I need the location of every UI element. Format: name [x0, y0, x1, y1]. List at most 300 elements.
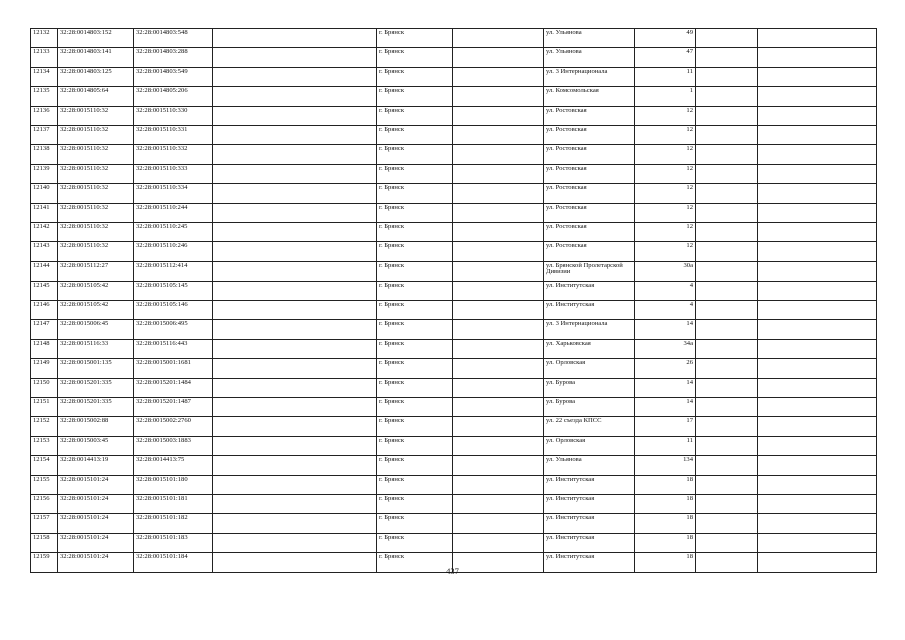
- city-cell: г. Брянск: [377, 29, 453, 48]
- parcel-number-cell: 32:28:0015003:45: [58, 436, 134, 455]
- parcel-number-cell: 32:28:0014803:152: [58, 29, 134, 48]
- record-number-cell: 12155: [31, 475, 58, 494]
- record-number-cell: 12143: [31, 242, 58, 261]
- city-cell: г. Брянск: [377, 359, 453, 378]
- house-number-cell: 1: [635, 87, 696, 106]
- table-row: [31, 203, 877, 222]
- empty-cell: [453, 301, 544, 320]
- empty-cell: [696, 494, 758, 513]
- empty-cell: [213, 514, 377, 533]
- house-number-cell: 18: [635, 475, 696, 494]
- empty-cell: [758, 125, 877, 144]
- record-number-cell: 12134: [31, 67, 58, 86]
- house-number-cell: 18: [635, 533, 696, 552]
- record-number-cell: 12158: [31, 533, 58, 552]
- empty-cell: [696, 125, 758, 144]
- record-number-cell: 12132: [31, 29, 58, 48]
- table-row: [31, 164, 877, 183]
- empty-cell: [453, 320, 544, 339]
- city-cell: г. Брянск: [377, 436, 453, 455]
- city-cell: г. Брянск: [377, 145, 453, 164]
- empty-cell: [758, 184, 877, 203]
- street-cell: ул. 22 съезда КПСС: [544, 417, 635, 436]
- record-number-cell: 12144: [31, 261, 58, 281]
- table-row: [31, 475, 877, 494]
- empty-cell: [758, 533, 877, 552]
- table-row: [31, 533, 877, 552]
- city-cell: г. Брянск: [377, 533, 453, 552]
- empty-cell: [453, 106, 544, 125]
- city-cell: г. Брянск: [377, 553, 453, 572]
- object-number-cell: 32:28:0015110:332: [134, 145, 213, 164]
- table-row: [31, 48, 877, 67]
- object-number-cell: 32:28:0015201:1487: [134, 398, 213, 417]
- empty-cell: [758, 242, 877, 261]
- street-cell: ул. Ростовская: [544, 222, 635, 241]
- record-number-cell: 12149: [31, 359, 58, 378]
- street-cell: ул. Институтская: [544, 281, 635, 300]
- record-number-cell: 12152: [31, 417, 58, 436]
- parcel-number-cell: 32:28:0015105:42: [58, 301, 134, 320]
- empty-cell: [696, 533, 758, 552]
- empty-cell: [696, 184, 758, 203]
- empty-cell: [213, 222, 377, 241]
- house-number-cell: 17: [635, 417, 696, 436]
- empty-cell: [213, 242, 377, 261]
- parcel-number-cell: 32:28:0015002:88: [58, 417, 134, 436]
- empty-cell: [696, 398, 758, 417]
- record-number-cell: 12154: [31, 456, 58, 475]
- object-number-cell: 32:28:0015105:145: [134, 281, 213, 300]
- street-cell: ул. Институтская: [544, 533, 635, 552]
- empty-cell: [696, 436, 758, 455]
- empty-cell: [696, 301, 758, 320]
- record-number-cell: 12136: [31, 106, 58, 125]
- parcel-number-cell: 32:28:0015110:32: [58, 145, 134, 164]
- object-number-cell: 32:28:0015002:2760: [134, 417, 213, 436]
- city-cell: г. Брянск: [377, 222, 453, 241]
- empty-cell: [213, 320, 377, 339]
- house-number-cell: 12: [635, 125, 696, 144]
- empty-cell: [696, 242, 758, 261]
- table-body: [31, 29, 877, 573]
- object-number-cell: 32:28:0015101:182: [134, 514, 213, 533]
- empty-cell: [453, 378, 544, 397]
- empty-cell: [758, 29, 877, 48]
- object-number-cell: 32:28:0015110:331: [134, 125, 213, 144]
- empty-cell: [213, 184, 377, 203]
- house-number-cell: 12: [635, 164, 696, 183]
- city-cell: г. Брянск: [377, 261, 453, 281]
- city-cell: г. Брянск: [377, 67, 453, 86]
- empty-cell: [453, 184, 544, 203]
- empty-cell: [213, 261, 377, 281]
- table-row: [31, 145, 877, 164]
- empty-cell: [696, 261, 758, 281]
- parcel-number-cell: 32:28:0014803:141: [58, 48, 134, 67]
- record-number-cell: 12137: [31, 125, 58, 144]
- table-row: [31, 320, 877, 339]
- empty-cell: [758, 261, 877, 281]
- empty-cell: [758, 222, 877, 241]
- city-cell: г. Брянск: [377, 514, 453, 533]
- parcel-number-cell: 32:28:0014803:125: [58, 67, 134, 86]
- object-number-cell: 32:28:0014803:548: [134, 29, 213, 48]
- table-row: [31, 67, 877, 86]
- street-cell: ул. Брянской Пролетарской Дивизии: [544, 261, 635, 281]
- parcel-number-cell: 32:28:0015116:33: [58, 339, 134, 358]
- street-cell: ул. Ульянова: [544, 456, 635, 475]
- empty-cell: [758, 203, 877, 222]
- city-cell: г. Брянск: [377, 164, 453, 183]
- parcel-number-cell: 32:28:0014805:64: [58, 87, 134, 106]
- empty-cell: [453, 222, 544, 241]
- street-cell: ул. Институтская: [544, 553, 635, 572]
- empty-cell: [696, 475, 758, 494]
- object-number-cell: 32:28:0015116:443: [134, 339, 213, 358]
- empty-cell: [758, 456, 877, 475]
- empty-cell: [213, 494, 377, 513]
- house-number-cell: 14: [635, 398, 696, 417]
- empty-cell: [213, 378, 377, 397]
- empty-cell: [213, 475, 377, 494]
- house-number-cell: 14: [635, 378, 696, 397]
- object-number-cell: 32:28:0014413:75: [134, 456, 213, 475]
- empty-cell: [213, 281, 377, 300]
- object-number-cell: 32:28:0014803:288: [134, 48, 213, 67]
- table-row: [31, 398, 877, 417]
- table-row: [31, 456, 877, 475]
- house-number-cell: 12: [635, 242, 696, 261]
- record-number-cell: 12148: [31, 339, 58, 358]
- street-cell: ул. Харьковская: [544, 339, 635, 358]
- empty-cell: [453, 339, 544, 358]
- empty-cell: [758, 436, 877, 455]
- object-number-cell: 32:28:0015201:1484: [134, 378, 213, 397]
- house-number-cell: 18: [635, 494, 696, 513]
- parcel-number-cell: 32:28:0015110:32: [58, 203, 134, 222]
- empty-cell: [758, 398, 877, 417]
- city-cell: г. Брянск: [377, 398, 453, 417]
- empty-cell: [453, 145, 544, 164]
- house-number-cell: 12: [635, 184, 696, 203]
- table-row: [31, 436, 877, 455]
- house-number-cell: 12: [635, 145, 696, 164]
- empty-cell: [758, 494, 877, 513]
- object-number-cell: 32:28:0014803:549: [134, 67, 213, 86]
- empty-cell: [213, 164, 377, 183]
- house-number-cell: 34а: [635, 339, 696, 358]
- table-row: [31, 222, 877, 241]
- empty-cell: [696, 359, 758, 378]
- street-cell: ул. Ульянова: [544, 29, 635, 48]
- house-number-cell: 4: [635, 301, 696, 320]
- street-cell: ул. Ульянова: [544, 48, 635, 67]
- city-cell: г. Брянск: [377, 417, 453, 436]
- parcel-number-cell: 32:28:0015201:335: [58, 398, 134, 417]
- empty-cell: [453, 475, 544, 494]
- record-number-cell: 12147: [31, 320, 58, 339]
- object-number-cell: 32:28:0015110:333: [134, 164, 213, 183]
- city-cell: г. Брянск: [377, 106, 453, 125]
- record-number-cell: 12133: [31, 48, 58, 67]
- object-number-cell: 32:28:0015001:1681: [134, 359, 213, 378]
- table-row: [31, 281, 877, 300]
- parcel-number-cell: 32:28:0015101:24: [58, 553, 134, 572]
- record-number-cell: 12141: [31, 203, 58, 222]
- empty-cell: [696, 514, 758, 533]
- empty-cell: [696, 164, 758, 183]
- parcel-number-cell: 32:28:0015006:45: [58, 320, 134, 339]
- city-cell: г. Брянск: [377, 320, 453, 339]
- empty-cell: [696, 67, 758, 86]
- table-row: [31, 417, 877, 436]
- city-cell: г. Брянск: [377, 184, 453, 203]
- house-number-cell: 49: [635, 29, 696, 48]
- house-number-cell: 134: [635, 456, 696, 475]
- registry-sheet: [30, 28, 877, 573]
- table-row: [31, 106, 877, 125]
- object-number-cell: 32:28:0015101:180: [134, 475, 213, 494]
- house-number-cell: 11: [635, 67, 696, 86]
- object-number-cell: 32:28:0015110:244: [134, 203, 213, 222]
- street-cell: ул. Ростовская: [544, 125, 635, 144]
- record-number-cell: 12156: [31, 494, 58, 513]
- empty-cell: [213, 417, 377, 436]
- street-cell: ул. Ростовская: [544, 145, 635, 164]
- parcel-number-cell: 32:28:0015110:32: [58, 242, 134, 261]
- record-number-cell: 12150: [31, 378, 58, 397]
- empty-cell: [453, 164, 544, 183]
- empty-cell: [758, 48, 877, 67]
- empty-cell: [758, 106, 877, 125]
- house-number-cell: 18: [635, 514, 696, 533]
- empty-cell: [758, 164, 877, 183]
- street-cell: ул. Институтская: [544, 301, 635, 320]
- parcel-number-cell: 32:28:0015110:32: [58, 164, 134, 183]
- object-number-cell: 32:28:0015110:245: [134, 222, 213, 241]
- city-cell: г. Брянск: [377, 87, 453, 106]
- parcel-number-cell: 32:28:0015201:335: [58, 378, 134, 397]
- empty-cell: [213, 436, 377, 455]
- empty-cell: [213, 106, 377, 125]
- object-number-cell: 32:28:0015110:246: [134, 242, 213, 261]
- house-number-cell: 12: [635, 203, 696, 222]
- empty-cell: [453, 398, 544, 417]
- object-number-cell: 32:28:0015101:184: [134, 553, 213, 572]
- street-cell: ул. Комсомольская: [544, 87, 635, 106]
- parcel-number-cell: 32:28:0015105:42: [58, 281, 134, 300]
- parcel-number-cell: 32:28:0015110:32: [58, 106, 134, 125]
- record-number-cell: 12157: [31, 514, 58, 533]
- empty-cell: [213, 87, 377, 106]
- empty-cell: [453, 29, 544, 48]
- parcel-number-cell: 32:28:0015001:135: [58, 359, 134, 378]
- empty-cell: [758, 359, 877, 378]
- empty-cell: [213, 203, 377, 222]
- empty-cell: [453, 281, 544, 300]
- empty-cell: [453, 203, 544, 222]
- empty-cell: [453, 261, 544, 281]
- empty-cell: [213, 359, 377, 378]
- house-number-cell: 12: [635, 106, 696, 125]
- street-cell: ул. Институтская: [544, 475, 635, 494]
- record-number-cell: 12146: [31, 301, 58, 320]
- city-cell: г. Брянск: [377, 48, 453, 67]
- empty-cell: [696, 339, 758, 358]
- table-row: [31, 339, 877, 358]
- empty-cell: [213, 456, 377, 475]
- empty-cell: [696, 320, 758, 339]
- empty-cell: [213, 145, 377, 164]
- city-cell: г. Брянск: [377, 203, 453, 222]
- empty-cell: [696, 48, 758, 67]
- empty-cell: [696, 203, 758, 222]
- parcel-number-cell: 32:28:0015101:24: [58, 533, 134, 552]
- object-number-cell: 32:28:0015110:334: [134, 184, 213, 203]
- house-number-cell: 47: [635, 48, 696, 67]
- parcel-number-cell: 32:28:0014413:19: [58, 456, 134, 475]
- table-row: [31, 494, 877, 513]
- street-cell: ул. Ростовская: [544, 184, 635, 203]
- object-number-cell: 32:28:0015112:414: [134, 261, 213, 281]
- empty-cell: [213, 301, 377, 320]
- empty-cell: [453, 456, 544, 475]
- street-cell: ул. Ростовская: [544, 242, 635, 261]
- record-number-cell: 12139: [31, 164, 58, 183]
- empty-cell: [758, 417, 877, 436]
- empty-cell: [758, 475, 877, 494]
- parcel-number-cell: 32:28:0015101:24: [58, 494, 134, 513]
- table-row: [31, 514, 877, 533]
- empty-cell: [758, 281, 877, 300]
- empty-cell: [453, 533, 544, 552]
- record-number-cell: 12138: [31, 145, 58, 164]
- empty-cell: [453, 48, 544, 67]
- table-row: [31, 184, 877, 203]
- empty-cell: [758, 87, 877, 106]
- table-row: [31, 242, 877, 261]
- street-cell: ул. Ростовская: [544, 164, 635, 183]
- object-number-cell: 32:28:0015101:183: [134, 533, 213, 552]
- house-number-cell: 14: [635, 320, 696, 339]
- city-cell: г. Брянск: [377, 456, 453, 475]
- empty-cell: [696, 222, 758, 241]
- empty-cell: [213, 398, 377, 417]
- empty-cell: [453, 436, 544, 455]
- table-row: [31, 125, 877, 144]
- empty-cell: [758, 320, 877, 339]
- record-number-cell: 12135: [31, 87, 58, 106]
- city-cell: г. Брянск: [377, 339, 453, 358]
- record-number-cell: 12145: [31, 281, 58, 300]
- city-cell: г. Брянск: [377, 378, 453, 397]
- table-row: [31, 378, 877, 397]
- empty-cell: [758, 67, 877, 86]
- empty-cell: [453, 417, 544, 436]
- empty-cell: [453, 359, 544, 378]
- empty-cell: [696, 106, 758, 125]
- empty-cell: [453, 242, 544, 261]
- street-cell: ул. Ростовская: [544, 203, 635, 222]
- empty-cell: [696, 145, 758, 164]
- empty-cell: [213, 67, 377, 86]
- parcel-number-cell: 32:28:0015101:24: [58, 514, 134, 533]
- street-cell: ул. Ростовская: [544, 106, 635, 125]
- object-number-cell: 32:28:0015101:181: [134, 494, 213, 513]
- record-number-cell: 12159: [31, 553, 58, 572]
- city-cell: г. Брянск: [377, 281, 453, 300]
- empty-cell: [758, 301, 877, 320]
- city-cell: г. Брянск: [377, 301, 453, 320]
- empty-cell: [213, 48, 377, 67]
- object-number-cell: 32:28:0015110:330: [134, 106, 213, 125]
- page-number: 437: [446, 566, 459, 576]
- city-cell: г. Брянск: [377, 475, 453, 494]
- object-number-cell: 32:28:0015006:495: [134, 320, 213, 339]
- parcel-number-cell: 32:28:0015112:27: [58, 261, 134, 281]
- street-cell: ул. 3 Интернационала: [544, 67, 635, 86]
- house-number-cell: 12: [635, 222, 696, 241]
- street-cell: ул. Институтская: [544, 494, 635, 513]
- empty-cell: [696, 87, 758, 106]
- empty-cell: [696, 417, 758, 436]
- house-number-cell: 30а: [635, 261, 696, 281]
- object-number-cell: 32:28:0014805:206: [134, 87, 213, 106]
- object-number-cell: 32:28:0015105:146: [134, 301, 213, 320]
- street-cell: ул. Институтская: [544, 514, 635, 533]
- parcel-number-cell: 32:28:0015110:32: [58, 222, 134, 241]
- empty-cell: [213, 339, 377, 358]
- table-row: [31, 301, 877, 320]
- empty-cell: [696, 29, 758, 48]
- record-number-cell: 12140: [31, 184, 58, 203]
- record-number-cell: 12151: [31, 398, 58, 417]
- city-cell: г. Брянск: [377, 242, 453, 261]
- parcel-number-cell: 32:28:0015101:24: [58, 475, 134, 494]
- parcel-number-cell: 32:28:0015110:32: [58, 184, 134, 203]
- empty-cell: [758, 145, 877, 164]
- street-cell: ул. Бурова: [544, 378, 635, 397]
- empty-cell: [453, 87, 544, 106]
- record-number-cell: 12142: [31, 222, 58, 241]
- empty-cell: [758, 378, 877, 397]
- house-number-cell: 4: [635, 281, 696, 300]
- empty-cell: [758, 339, 877, 358]
- empty-cell: [758, 514, 877, 533]
- object-number-cell: 32:28:0015003:1883: [134, 436, 213, 455]
- city-cell: г. Брянск: [377, 125, 453, 144]
- empty-cell: [696, 281, 758, 300]
- street-cell: ул. 3 Интернационала: [544, 320, 635, 339]
- street-cell: ул. Бурова: [544, 398, 635, 417]
- table-row: [31, 87, 877, 106]
- empty-cell: [213, 29, 377, 48]
- house-number-cell: 26: [635, 359, 696, 378]
- house-number-cell: 11: [635, 436, 696, 455]
- table-row: [31, 359, 877, 378]
- empty-cell: [453, 514, 544, 533]
- table-row: [31, 29, 877, 48]
- house-number-cell: 18: [635, 553, 696, 572]
- city-cell: г. Брянск: [377, 494, 453, 513]
- empty-cell: [696, 378, 758, 397]
- table-row: [31, 261, 877, 281]
- empty-cell: [696, 456, 758, 475]
- empty-cell: [453, 125, 544, 144]
- empty-cell: [453, 67, 544, 86]
- street-cell: ул. Орловская: [544, 359, 635, 378]
